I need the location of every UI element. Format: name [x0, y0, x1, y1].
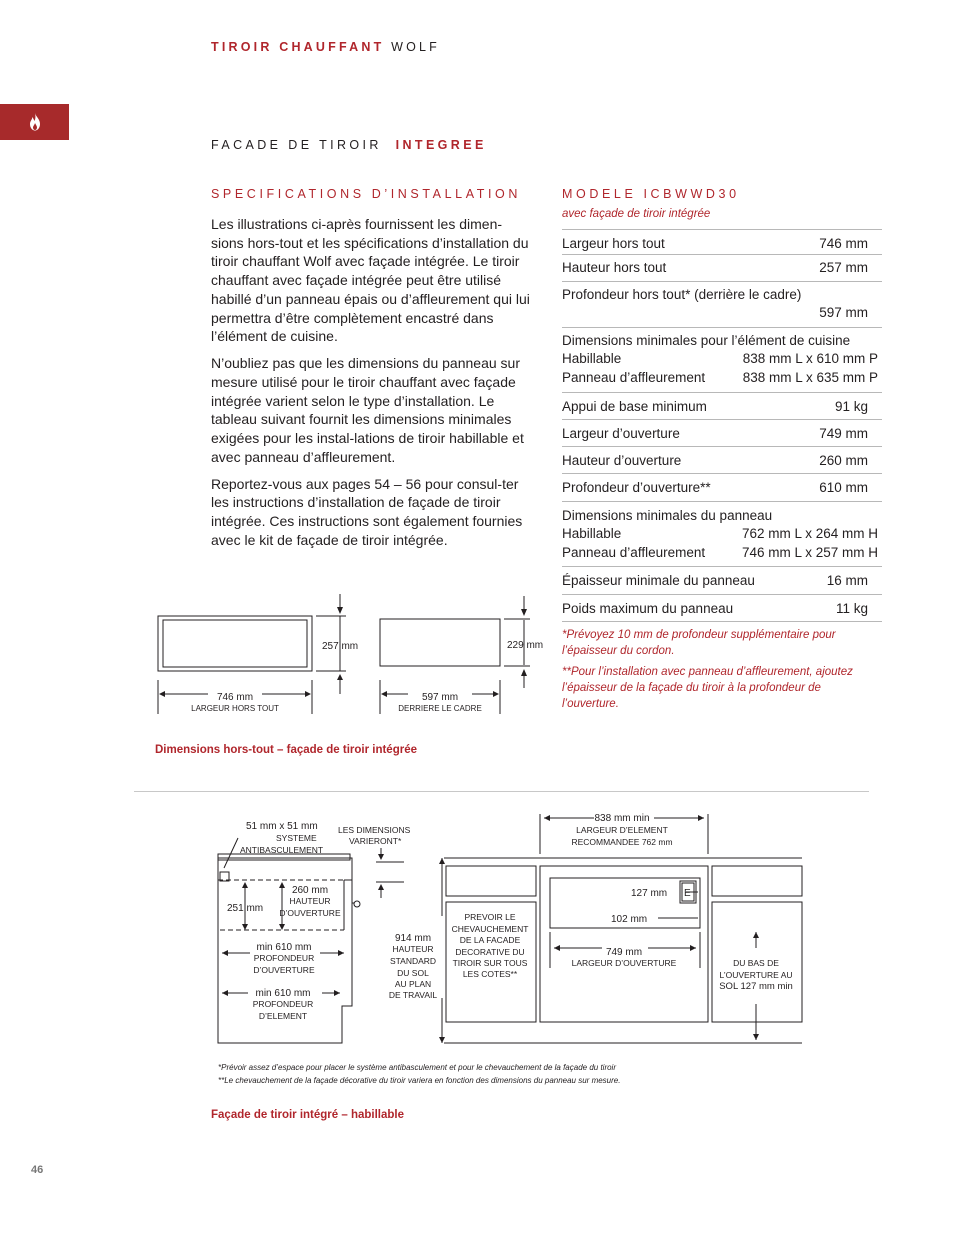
install-spec-heading: SPECIFICATIONS D’INSTALLATION — [211, 187, 521, 201]
spec-row — [562, 447, 882, 474]
cabinet-width-label: RECOMMANDEE 762 mm — [571, 837, 673, 847]
spec-value: 260 mm — [819, 453, 868, 468]
opening-height-label: D’OUVERTURE — [279, 908, 341, 918]
spec-value: 838 mm L x 610 mm P — [742, 351, 878, 367]
footnote-depth: *Prévoyez 10 mm de profondeur supplémentaire pour l’épaisseur du cordon. — [562, 629, 836, 657]
spec-sublabel: Habillable — [562, 351, 622, 367]
spec-label: Dimensions minimales pour l’élément de cuisine — [562, 333, 851, 348]
spec-label: Poids maximum du panneau — [562, 601, 734, 616]
spec-label: Hauteur d’ouverture — [562, 453, 682, 468]
spec-row — [562, 567, 882, 595]
opening-depth-label: PROFONDEUR — [253, 953, 315, 963]
depth-label: DERRIERE LE CADRE — [398, 704, 482, 713]
anti-tip-label: ANTIBASCULEMENT — [240, 845, 324, 855]
overlap-label: DE LA FACADE — [459, 935, 521, 945]
counter-height-label: DE TRAVAIL — [388, 990, 438, 1000]
paragraph: Reportez-vous aux pages 54 – 56 pour consul-ter les instructions d’installation de façade de tiroir intégrée. Ces instructions sont également fournies avec le kit de façade de tiroir intégrée. — [211, 475, 523, 548]
spec-value: 749 mm — [819, 426, 868, 441]
spec-value: 746 mm L x 257 mm H — [741, 544, 878, 560]
opening-height-label: HAUTEUR — [289, 896, 331, 906]
spec-label: Dimensions minimales du panneau — [562, 508, 773, 523]
cabinet-width-value: 838 mm min — [594, 813, 650, 824]
spec-row — [562, 328, 882, 393]
opening-width-label: LARGEUR D’OUVERTURE — [571, 958, 677, 968]
counter-height-label: HAUTEUR — [392, 944, 434, 954]
element-depth-label: D’ELEMENT — [258, 1011, 308, 1021]
dim-127: 127 mm — [631, 888, 668, 899]
anti-tip-label: SYSTEME — [276, 833, 317, 843]
flame-icon — [28, 113, 42, 131]
spec-row — [562, 393, 882, 420]
spec-value: 257 mm — [819, 260, 868, 275]
section-title-prefix: FACADE DE TIROIR — [211, 138, 382, 152]
overlap-label: TIROIR SUR TOUS — [452, 958, 528, 968]
diagram2-caption: Façade de tiroir intégré – habillable — [211, 1109, 405, 1121]
width-label: LARGEUR HORS TOUT — [191, 704, 279, 713]
opening-width-value: 749 mm — [605, 947, 643, 958]
page-number: 46 — [31, 1164, 44, 1176]
spec-value: 610 mm — [819, 480, 868, 495]
element-depth-label: PROFONDEUR — [252, 999, 314, 1009]
spec-sublabel: Panneau d’affleurement — [562, 369, 706, 385]
spec-value: 838 mm L x 635 mm P — [742, 369, 878, 385]
opening-height-value: 260 mm — [291, 885, 329, 896]
opening-depth-value: min 610 mm — [256, 942, 312, 953]
overall-dimensions-diagram — [150, 588, 560, 720]
paragraph: N’oubliez pas que les dimensions du panneau sur mesure utilisé pour le tiroir chauffant avec façade intégrée varient selon le type d’installation. Le tableau suivant fournit les dimensions minimales exigées pour les instal-lations de tiroir habillable et avec panneau d’affleurement. — [211, 355, 524, 465]
spec-label: Hauteur hors tout — [562, 260, 667, 275]
depth-value: 597 mm — [421, 692, 459, 703]
paragraph: Les illustrations ci-après fournissent les dimen-sions hors-tout et les spécifications d’installation du tiroir chauffant Wolf avec façade intégrée. Le tiroir chauffant avec façade intégrée peut être utilisé habillé d’un panneau épais ou d’affleurement qui lui permettra d’être complètement encastré dans l’élément de cuisine. — [211, 216, 530, 345]
intro-text — [211, 215, 533, 558]
divider — [134, 791, 869, 792]
running-header — [211, 40, 440, 54]
anti-tip-value: 51 mm x 51 mm — [246, 821, 318, 832]
spec-row — [562, 474, 882, 502]
overlap-label: DECORATIVE DU — [455, 947, 525, 957]
model-subheading: avec façade de tiroir intégrée — [562, 208, 711, 220]
overlap-label: LES COTES** — [462, 969, 518, 979]
spec-row — [562, 502, 882, 567]
floor-clearance-label: SOL 127 mm min — [719, 981, 793, 992]
cabinet-width-label: LARGEUR D’ELEMENT — [576, 825, 668, 835]
height-side-label: 229 mm — [507, 640, 544, 651]
counter-height-value: 914 mm — [394, 933, 432, 944]
header-title-rest: WOLF — [391, 40, 441, 54]
spec-sublabel: Habillable — [562, 526, 622, 542]
spec-value: 11 kg — [835, 601, 868, 616]
counter-height-label: DU SOL — [397, 968, 429, 978]
spec-value: 597 mm — [819, 305, 868, 321]
spec-label: Largeur d’ouverture — [562, 426, 680, 441]
overlap-label: PREVOIR LE — [464, 912, 516, 922]
spec-label: Largeur hors tout — [562, 236, 665, 251]
vary-label: LES DIMENSIONS — [338, 825, 411, 835]
counter-height-label: STANDARD — [389, 956, 437, 966]
spec-label: Profondeur hors tout* (derrière le cadre) — [562, 287, 802, 302]
spec-label: Profondeur d’ouverture** — [562, 480, 711, 495]
spec-value: 91 kg — [834, 399, 868, 414]
element-depth-value: min 610 mm — [255, 988, 311, 999]
spec-row — [562, 229, 882, 255]
diagram2-note: *Prévoir assez d’espace pour placer le système antibasculement et pour le chevauchement de la façade du tiroir — [218, 1063, 616, 1072]
section-title-bold: INTEGREE — [395, 138, 487, 152]
floor-clearance-label: DU BAS DE — [733, 958, 779, 968]
height-front-label: 257 mm — [322, 641, 359, 652]
installation-diagram — [210, 808, 810, 1053]
floor-clearance-label: L’OUVERTURE AU — [719, 970, 793, 980]
opening-depth-label: D’OUVERTURE — [253, 965, 315, 975]
diagram1-caption: Dimensions hors-tout – façade de tiroir intégrée — [155, 744, 417, 756]
spec-label: Appui de base minimum — [562, 399, 707, 414]
spec-sublabel: Panneau d’affleurement — [562, 544, 706, 560]
overlap-label: CHEVAUCHEMENT — [451, 924, 529, 934]
footnote-flush: **Pour l’installation avec panneau d’affleurement, ajoutez l’épaisseur de la façade du tiroir à la profondeur de l’ouverture. — [562, 666, 853, 710]
section-tab — [0, 104, 69, 140]
spec-label: Épaisseur minimale du panneau — [562, 573, 755, 588]
model-heading: MODELE ICBWWD30 — [562, 187, 740, 201]
spec-value: 16 mm — [826, 573, 868, 588]
spec-row — [562, 595, 882, 622]
counter-height-label: AU PLAN — [394, 979, 432, 989]
spec-value: 762 mm L x 264 mm H — [741, 526, 878, 542]
spec-value: 746 mm — [819, 236, 868, 251]
width-value: 746 mm — [216, 692, 254, 703]
section-title — [211, 138, 487, 152]
e-mark: E — [684, 888, 691, 899]
dim-102: 102 mm — [611, 914, 648, 925]
diagram2-note: **Le chevauchement de la façade décorative du tiroir variera en fonction des dimensions du panneau sur mesure. — [218, 1076, 621, 1085]
spec-row — [562, 255, 882, 282]
spec-row — [562, 282, 882, 328]
spec-row — [562, 420, 882, 447]
header-title-bold: TIROIR CHAUFFANT — [211, 40, 385, 54]
dim-251: 251 mm — [227, 903, 264, 914]
vary-label: VARIERONT* — [349, 836, 402, 846]
spec-table — [562, 229, 882, 622]
